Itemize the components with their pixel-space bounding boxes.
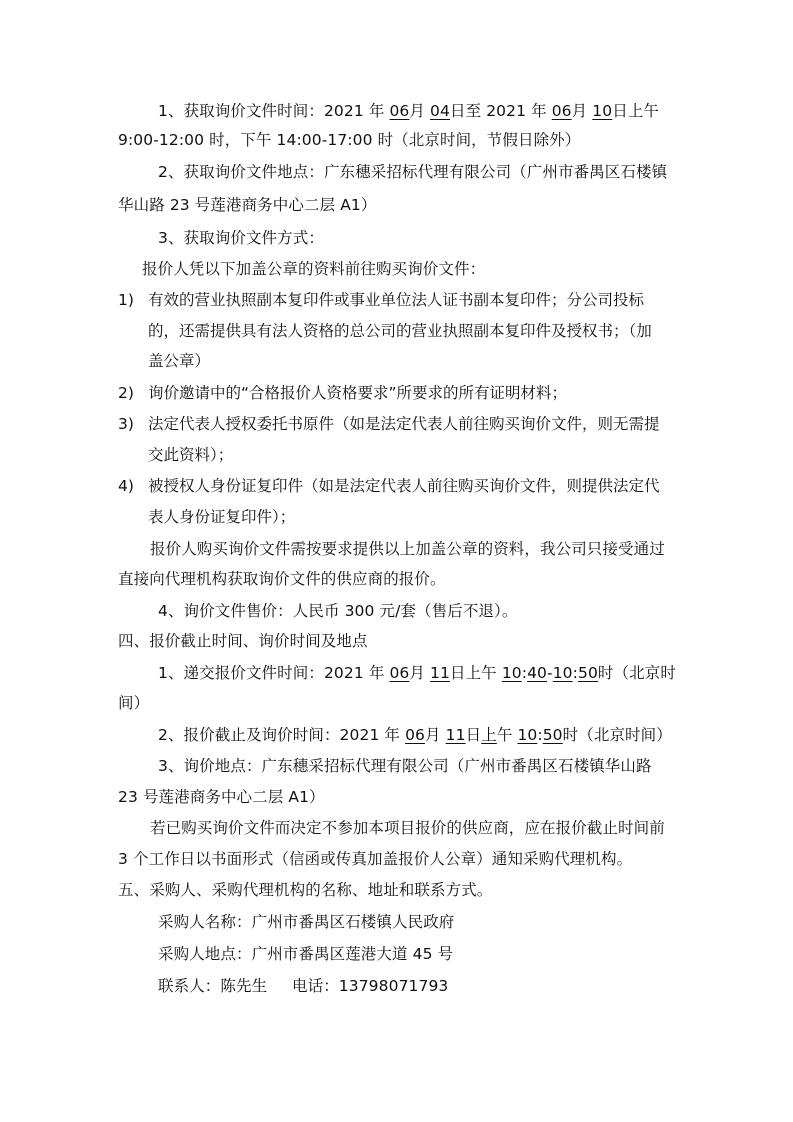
inquiry-place-line-2: 23 号莲港商务中心二层 A1） (118, 788, 325, 806)
list-text: 的，还需提供具有法人资格的总公司的营业执照副本复印件及授权书；（加 (148, 322, 652, 340)
text-run: 月 (409, 102, 431, 120)
list-text: 盖公章） (148, 352, 211, 370)
list-text: 有效的营业执照副本复印件或事业单位法人证书副本复印件；分公司投标 (148, 291, 645, 309)
fetch-place-line-2: 华山路 23 号莲港商务中心二层 A1） (118, 196, 377, 214)
day: 11 (445, 726, 466, 744)
minute: 40 (527, 664, 548, 682)
fetch-time-line-2: 9:00-12:00 时，下午 14:00-17:00 时（北京时间，节假日除外） (118, 131, 581, 149)
inquiry-place-line: 3、询价地点：广东穗采招标代理有限公司（广州市番禺区石楼镇华山路 (158, 757, 652, 775)
month-start: 06 (389, 102, 410, 120)
purchaser-address: 采购人地点：广州市番禺区莲港大道 45 号 (158, 945, 454, 963)
purchase-note: 报价人购买询价文件需按要求提供以上加盖公章的资料，我公司只接受通过 (150, 540, 665, 558)
text-run: 2、报价截止及询价时间：2021 年 (158, 726, 406, 744)
fetch-place-line: 2、获取询价文件地点：广东穗采招标代理有限公司（广州市番禺区石楼镇 (158, 163, 668, 181)
contact-person: 联系人：陈先生 (158, 977, 268, 995)
text-run: 日上午 (449, 664, 502, 682)
text-run: : (537, 726, 543, 744)
submit-time-line (158, 662, 676, 686)
text-run: : (572, 664, 578, 682)
text-run: 时（北京时间） (562, 726, 672, 744)
month: 06 (405, 726, 426, 744)
price-line: 4、询价文件售价：人民币 300 元/套（售后不退）。 (158, 602, 518, 620)
list-text: 表人身份证复印件）； (148, 508, 296, 526)
text-run: : (521, 664, 528, 682)
text-run: 月 (425, 726, 446, 744)
text-run: - (547, 664, 553, 682)
am-pm: 上 (481, 726, 497, 744)
list-number: 3) (118, 415, 134, 433)
text-run: 日至 2021 年 (449, 102, 552, 120)
list-text: 交此资料）； (148, 446, 234, 464)
text-run: 午 (496, 726, 518, 744)
text-run: 1、递交报价文件时间：2021 年 (158, 664, 390, 682)
text-run: 1、获取询价文件时间：2021 年 (158, 102, 390, 120)
list-text: 询价邀请中的“合格报价人资格要求”所要求的所有证明材料； (148, 384, 568, 402)
section-4-heading: 四、报价截止时间、询价时间及地点 (118, 632, 368, 650)
day-start: 04 (430, 102, 450, 120)
contact-phone: 电话：13798071793 (292, 977, 449, 995)
fetch-time-line (158, 100, 659, 124)
month: 06 (389, 664, 410, 682)
month-end: 06 (551, 102, 572, 120)
text-run: 日上午 (612, 102, 660, 120)
day-end: 10 (592, 102, 613, 120)
list-number: 4) (118, 477, 134, 495)
withdraw-note-2: 3 个工作日以书面形式（信函或传真加盖报价人公章）通知采购代理机构。 (118, 850, 633, 868)
hour: 10 (552, 664, 573, 682)
purchase-note-2: 直接向代理机构获取询价文件的供应商的报价。 (118, 570, 446, 588)
minute: 50 (577, 664, 598, 682)
hour: 10 (517, 726, 538, 744)
day: 11 (430, 664, 450, 682)
minute: 50 (542, 726, 563, 744)
list-number: 2) (118, 384, 134, 402)
list-text: 被授权人身份证复印件（如是法定代表人前往购买询价文件，则提供法定代 (148, 477, 660, 495)
text-run: 月 (571, 102, 593, 120)
fetch-method-line: 3、获取询价文件方式： (158, 229, 324, 247)
purchaser-name: 采购人名称：广州市番禺区石楼镇人民政府 (158, 913, 455, 931)
section-5-heading: 五、采购人、采购代理机构的名称、地址和联系方式。 (118, 881, 493, 899)
submit-time-line-2: 间） (118, 694, 150, 712)
text-run: 月 (409, 664, 431, 682)
fetch-method-desc: 报价人凭以下加盖公章的资料前往购买询价文件： (142, 260, 486, 278)
hour: 10 (501, 664, 522, 682)
list-number: 1) (118, 291, 134, 309)
text-run: 日 (465, 726, 482, 744)
withdraw-note: 若已购买询价文件而决定不参加本项目报价的供应商，应在报价截止时间前 (150, 819, 665, 837)
deadline-line (158, 724, 672, 748)
list-text: 法定代表人授权委托书原件（如是法定代表人前往购买询价文件，则无需提 (148, 415, 660, 433)
text-run: 时（北京时 (597, 664, 676, 682)
